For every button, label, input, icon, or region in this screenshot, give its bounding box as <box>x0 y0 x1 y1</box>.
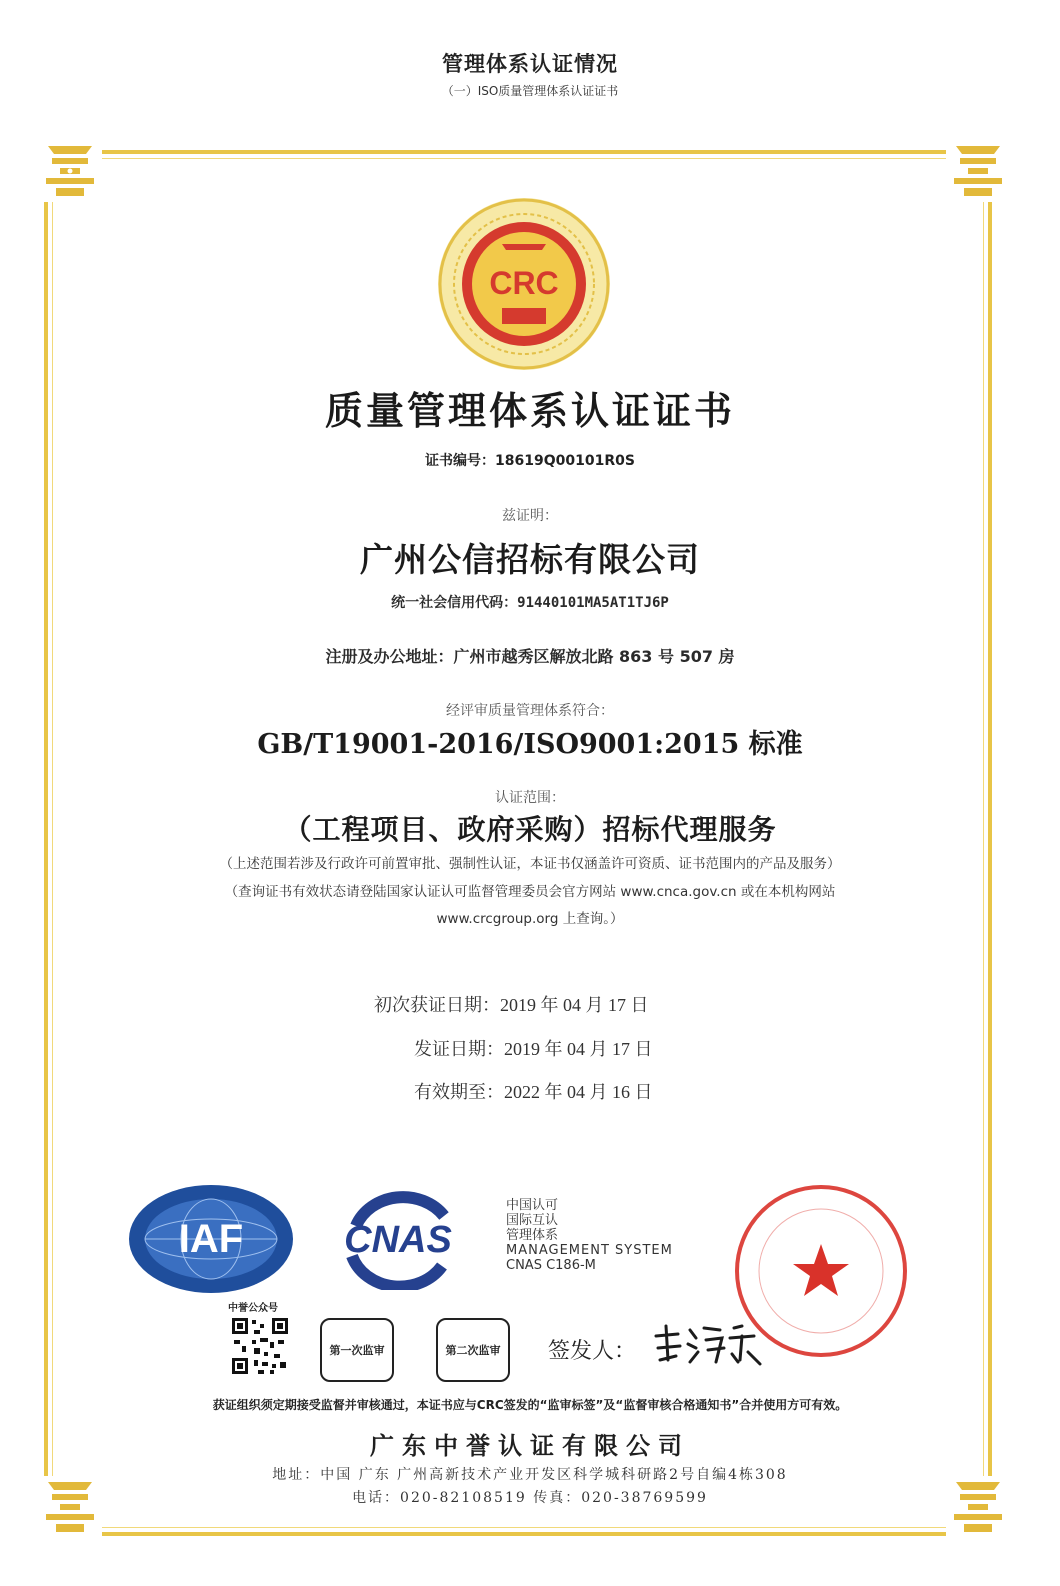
company-name: 广州公信招标有限公司 <box>360 540 700 579</box>
svg-text:CRC: CRC <box>489 265 559 301</box>
company-address <box>0 644 1060 667</box>
issuer-address: 地址：中国 广东 广州高新技术产业开发区科学城科研路2号自编4栋308 <box>272 1467 788 1483</box>
query-note-line1: （查询证书有效状态请登陆国家认证认可监督管理委员会官方网站 www.cnca.gov.cn 或在本机构网站 <box>224 884 836 900</box>
date-value: 2022 年 04 月 16 日 <box>504 1082 653 1102</box>
issue-date <box>414 1035 754 1061</box>
credit-code-value: 91440101MA5AT1TJ6P <box>517 595 669 611</box>
first-issue-date <box>374 991 714 1017</box>
corner-ornament-icon <box>946 140 1010 202</box>
query-note-line2: www.crcgroup.org 上查询。） <box>436 911 624 927</box>
second-audit-stamp: 第二次监审 <box>436 1318 510 1382</box>
credit-code <box>0 592 1060 612</box>
certification-scope: （工程项目、政府采购）招标代理服务 <box>283 813 777 846</box>
signature-icon <box>650 1318 770 1372</box>
signer-label: 签发人： <box>548 1339 637 1364</box>
cnas-accreditation-text <box>506 1198 673 1273</box>
cnas-logo-icon <box>326 1186 470 1290</box>
certificate-number <box>0 450 1060 470</box>
credit-code-label: 统一社会信用代码： <box>391 595 518 611</box>
date-value: 2019 年 04 月 17 日 <box>500 995 649 1015</box>
corner-ornament-icon <box>946 1476 1010 1538</box>
page-heading: 管理体系认证情况 <box>442 52 618 76</box>
iaf-logo-icon <box>128 1184 294 1294</box>
address-value: 广州市越秀区解放北路 863 号 507 房 <box>453 647 735 666</box>
first-audit-stamp: 第一次监审 <box>320 1318 394 1382</box>
conforms-label: 经评审质量管理体系符合： <box>446 703 614 719</box>
address-label: 注册及办公地址： <box>325 647 454 666</box>
certificate-number-value: 18619Q00101R0S <box>495 453 635 469</box>
crc-seal-icon <box>436 196 612 372</box>
issuer-phone: 电话：020-82108519 传真：020-38769599 <box>352 1490 708 1506</box>
svg-text:CNAS: CNAS <box>344 1219 452 1261</box>
cnas-text-line: 管理体系 <box>506 1228 559 1243</box>
qr-label: 中誉公众号 <box>228 1303 278 1314</box>
date-label: 初次获证日期： <box>374 995 500 1015</box>
certify-label: 兹证明： <box>502 508 558 524</box>
scope-label: 认证范围： <box>495 790 565 806</box>
date-label: 有效期至： <box>414 1082 504 1102</box>
certificate-number-label: 证书编号： <box>425 453 496 469</box>
page-subheading: （一）ISO质量管理体系认证证书 <box>441 84 619 98</box>
certificate-title: 质量管理体系认证证书 <box>324 388 735 433</box>
cnas-text-line: CNAS C186-M <box>506 1258 596 1273</box>
date-value: 2019 年 04 月 17 日 <box>504 1039 653 1059</box>
svg-text:IAF: IAF <box>178 1217 244 1261</box>
cnas-text-line: MANAGEMENT SYSTEM <box>506 1243 673 1258</box>
validity-note: 获证组织须定期接受监督并审核通过，本证书应与CRC签发的“监审标签”及“监督审核合格通知书”合并使用方可有效。 <box>212 1398 848 1412</box>
standard: GB/T19001-2016/ISO9001:2015 标准 <box>257 729 803 760</box>
cnas-text-line: 中国认可 <box>506 1198 559 1213</box>
corner-ornament-icon <box>38 1476 102 1538</box>
scope-note: （上述范围若涉及行政许可前置审批、强制性认证，本证书仅涵盖许可资质、证书范围内的产品及服务） <box>219 856 841 872</box>
qr-code-icon[interactable] <box>230 1316 290 1376</box>
cnas-text-line: 国际互认 <box>506 1213 559 1228</box>
issuer-name: 广东中誉认证有限公司 <box>370 1431 690 1460</box>
date-label: 发证日期： <box>414 1039 504 1059</box>
expiry-date <box>414 1078 754 1104</box>
corner-ornament-icon <box>38 140 102 202</box>
